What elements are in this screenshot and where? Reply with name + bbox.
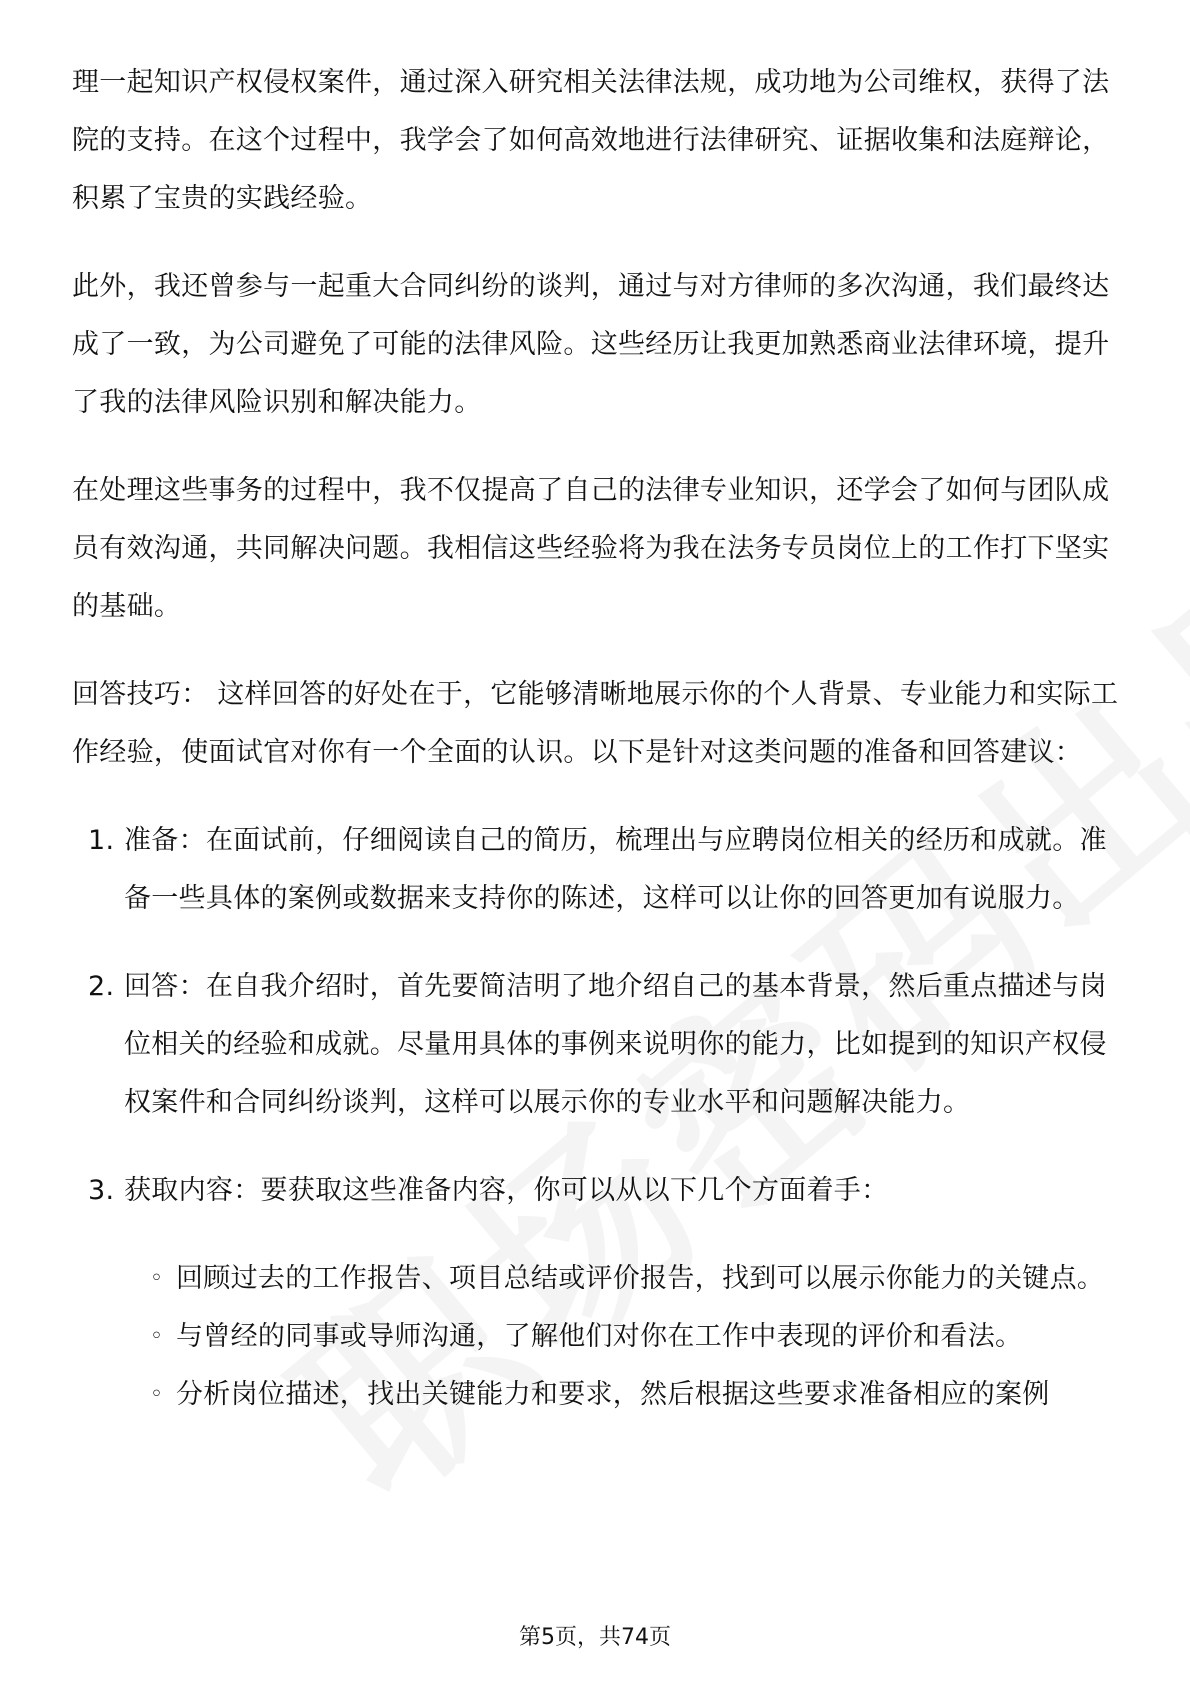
bullet-icon: ◦	[150, 1266, 164, 1291]
list-item-text: 准备：在面试前，仔细阅读自己的简历，梳理出与应聘岗位相关的经历和成就。准备一些具体的案例或数据来支持你的陈述，这样可以让你的回答更加有说服力。	[124, 825, 1107, 914]
bullet-icon: ◦	[150, 1324, 164, 1349]
paragraph-3: 在处理这些事务的过程中，我不仅提高了自己的法律专业知识，还学会了如何与团队成员有效沟通，共同解决问题。我相信这些经验将为我在法务专员岗位上的工作打下坚实的基础。	[72, 475, 1110, 622]
list-number: 2.	[88, 971, 115, 1002]
list-item-text: 获取内容：要获取这些准备内容，你可以从以下几个方面着手：	[124, 1175, 889, 1206]
sub-list-item-text: 与曾经的同事或导师沟通，了解他们对你在工作中表现的评价和看法。	[176, 1321, 1023, 1352]
list-number: 1.	[88, 825, 115, 856]
bullet-icon: ◦	[150, 1382, 164, 1407]
list-item	[72, 812, 1132, 928]
list-item	[72, 1162, 1132, 1424]
numbered-list	[72, 812, 1132, 1424]
document-body	[72, 54, 1132, 1454]
sub-list-item	[124, 1250, 1132, 1308]
sub-list-item	[124, 1308, 1132, 1366]
sub-list	[124, 1250, 1132, 1424]
sub-list-item-text: 回顾过去的工作报告、项目总结或评价报告，找到可以展示你能力的关键点。	[176, 1263, 1105, 1294]
list-item	[72, 958, 1132, 1132]
list-item-text: 回答：在自我介绍时，首先要简洁明了地介绍自己的基本背景，然后重点描述与岗位相关的经验和成就。尽量用具体的事例来说明你的能力，比如提到的知识产权侵权案件和合同纠纷谈判，这样可以展示你的专业水平和问题解决能力。	[124, 971, 1107, 1118]
sub-list-item	[124, 1366, 1132, 1424]
paragraph-2: 此外，我还曾参与一起重大合同纠纷的谈判，通过与对方律师的多次沟通，我们最终达成了一致，为公司避免了可能的法律风险。这些经历让我更加熟悉商业法律环境，提升了我的法律风险识别和解决能力。	[72, 271, 1110, 418]
paragraph-answer-tips: 回答技巧： 这样回答的好处在于，它能够清晰地展示你的个人背景、专业能力和实际工作经验，使面试官对你有一个全面的认识。以下是针对这类问题的准备和回答建议：	[72, 679, 1119, 768]
paragraph-1: 理一起知识产权侵权案件，通过深入研究相关法律法规，成功地为公司维权，获得了法院的支持。在这个过程中，我学会了如何高效地进行法律研究、证据收集和法庭辩论，积累了宝贵的实践经验。	[72, 67, 1110, 214]
sub-list-item-text: 分析岗位描述，找出关键能力和要求，然后根据这些要求准备相应的案例	[176, 1379, 1050, 1410]
page-number-footer: 第5页，共74页	[519, 1625, 671, 1650]
list-number: 3.	[88, 1175, 115, 1206]
